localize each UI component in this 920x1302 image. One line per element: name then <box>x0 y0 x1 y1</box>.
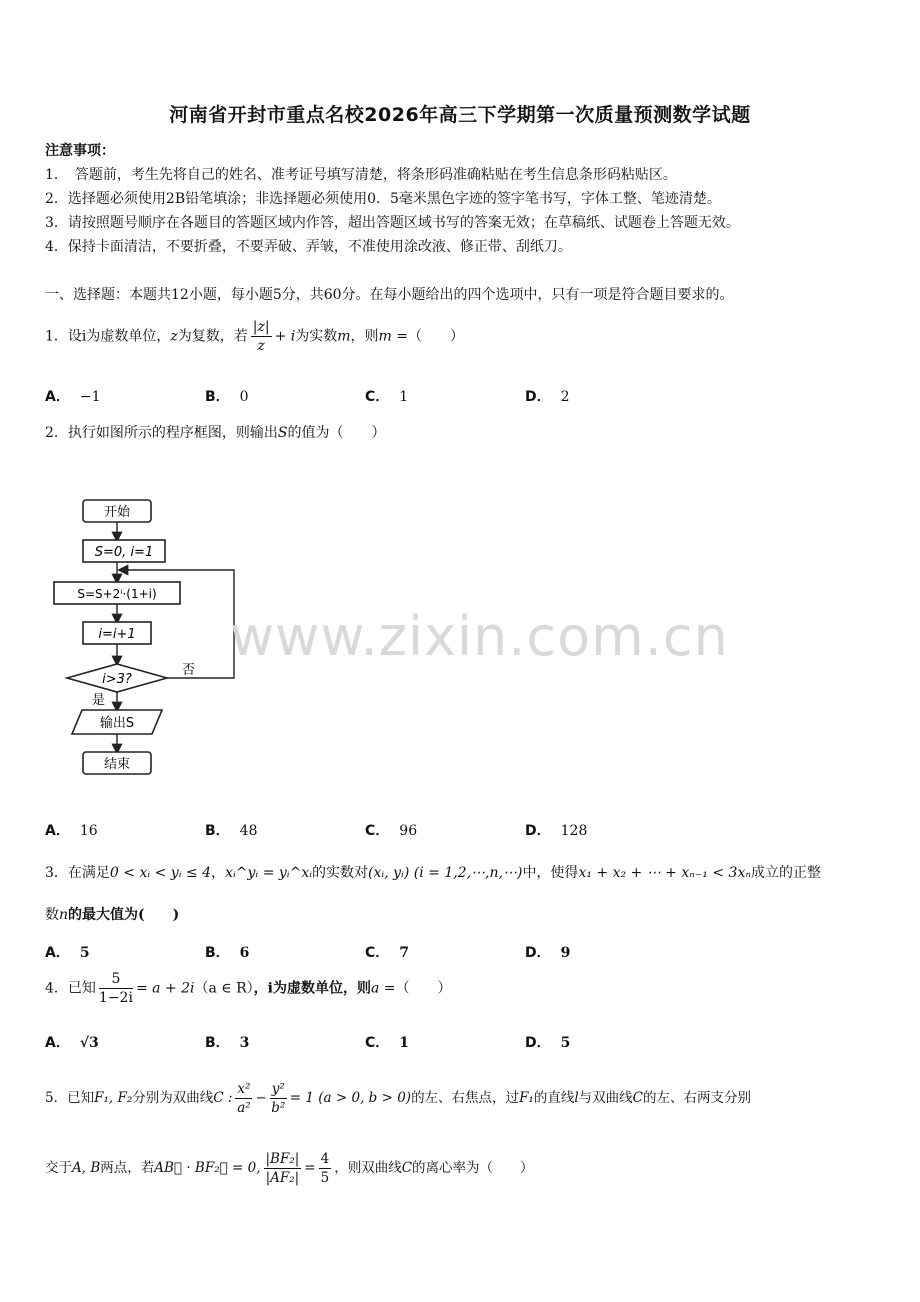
option-c[interactable] <box>365 942 409 962</box>
section-heading: 一、选择题：本题共12小题，每小题5分，共60分。在每小题给出的四个选项中，只有一项是符合题目要求的。 <box>45 287 734 303</box>
q4-ask: a = <box>370 980 396 997</box>
q5-c: C <box>632 1090 644 1106</box>
notice-item: 1． 答题前，考生先将自己的姓名、准考证号填写清楚，将条形码准确粘贴在考生信息条形码粘贴区。 <box>45 167 677 183</box>
q2-text: 的值为（ ） <box>287 425 386 441</box>
option-key: C． <box>365 945 390 961</box>
q5-curve: = 1 (a > 0, b > 0) <box>289 1090 412 1106</box>
q5-l: l <box>574 1090 579 1106</box>
flowchart <box>40 490 260 790</box>
q1-text: ，则 <box>350 328 379 345</box>
q5-value <box>319 1150 332 1187</box>
question-2 <box>45 422 386 442</box>
option-key: A． <box>45 1035 70 1051</box>
q5-text: 5．已知 <box>45 1090 95 1106</box>
q5-frac-den: a² <box>237 1100 251 1116</box>
q1-eq: m = <box>378 328 409 345</box>
option-text: −1 <box>79 389 101 405</box>
q5-eq: = <box>304 1160 316 1176</box>
option-text: 2 <box>560 389 570 405</box>
q3-cond1: 0 < xᵢ < yᵢ ≤ 4 <box>109 865 212 881</box>
q5-dot: AB⃗ · BF₂⃗ = 0, <box>154 1160 261 1176</box>
q4-fraction <box>99 970 133 1007</box>
notice-item: 4．保持卡面清洁，不要折叠，不要弄破、弄皱，不准使用涂改液、修正带、刮纸刀。 <box>45 239 572 255</box>
q1-blank: （ ） <box>408 328 465 345</box>
q5-frac-x <box>235 1080 252 1117</box>
q4-cond: （a ∈ R） <box>194 980 254 997</box>
option-key: D． <box>525 823 551 839</box>
q3-options <box>45 942 875 962</box>
q1-frac-num: |z| <box>252 319 270 335</box>
option-b[interactable] <box>205 1032 249 1052</box>
q5-f1: F₁ <box>519 1090 534 1106</box>
option-a[interactable] <box>45 942 90 962</box>
option-text: 16 <box>79 823 98 839</box>
option-key: A． <box>45 823 70 839</box>
q5-c: C <box>401 1160 413 1176</box>
q5-text: ，则双曲线 <box>334 1160 402 1176</box>
q1-z: z <box>170 328 178 345</box>
option-d[interactable] <box>525 386 570 406</box>
q5-text: 的左、右两支分别 <box>643 1090 752 1106</box>
option-text: 1 <box>399 1035 410 1051</box>
q3-cond2: xᵢ^yᵢ = yᵢ^xᵢ <box>225 865 313 881</box>
option-key: B． <box>205 389 230 405</box>
q5-text: 与双曲线 <box>578 1090 633 1106</box>
flow-yes: 是 <box>92 693 106 708</box>
option-text: √3 <box>79 1035 99 1051</box>
option-key: C． <box>365 1035 390 1051</box>
q5-foci: F₁, F₂ <box>94 1090 133 1106</box>
question-3 <box>45 862 821 882</box>
option-text: 96 <box>399 823 418 839</box>
q5-ratio-num: |BF₂| <box>265 1151 300 1167</box>
option-key: B． <box>205 823 230 839</box>
q5-text: 的离心率为（ ） <box>412 1160 534 1176</box>
option-a[interactable] <box>45 820 98 840</box>
q5-value-num: 4 <box>320 1151 330 1167</box>
option-text: 3 <box>239 1035 250 1051</box>
option-text: 5 <box>560 1035 571 1051</box>
option-c[interactable] <box>365 386 408 406</box>
option-key: A． <box>45 389 70 405</box>
option-text: 48 <box>239 823 258 839</box>
flow-end: 结束 <box>103 757 131 772</box>
option-text: 0 <box>239 389 249 405</box>
notice-item: 3．请按照题号顺序在各题目的答题区域内作答，超出答题区域书写的答案无效；在草稿纸、试题卷上答题无效。 <box>45 215 740 231</box>
flow-update: S=S+2ⁱ·(1+i) <box>77 587 157 601</box>
q3-text: 的实数对 <box>312 865 369 881</box>
q1-fraction <box>251 318 272 355</box>
option-d[interactable] <box>525 1032 570 1052</box>
option-d[interactable] <box>525 942 570 962</box>
notice-heading: 注意事项： <box>45 143 115 159</box>
q1-plus-i: + i <box>274 328 296 345</box>
question-5-cont <box>45 1150 534 1187</box>
flow-no: 否 <box>182 663 196 678</box>
q1-text: 为复数，若 <box>177 328 248 345</box>
q3-text: 数 <box>45 907 59 923</box>
q5-ratio-den: |AF₂| <box>265 1170 300 1186</box>
q5-text: 交于 <box>45 1160 72 1176</box>
flow-start: 开始 <box>103 505 131 520</box>
q3-n: n <box>59 907 69 923</box>
question-1 <box>45 318 464 355</box>
q5-frac-num: x² <box>237 1081 251 1097</box>
q3-text: 中，使得 <box>522 865 579 881</box>
q4-blank: （ ） <box>395 980 452 997</box>
q5-curve: C : <box>213 1090 233 1106</box>
option-key: C． <box>365 389 390 405</box>
option-text: 5 <box>79 945 90 961</box>
q4-frac-num: 5 <box>99 970 133 989</box>
question-5 <box>45 1080 751 1117</box>
option-d[interactable] <box>525 820 587 840</box>
q3-text: 的最大值为( ) <box>68 907 180 923</box>
question-4 <box>45 970 452 1007</box>
flow-output: 输出S <box>99 716 135 731</box>
notice-item: 2．选择题必须使用2B铅笔填涂；非选择题必须使用0．5毫米黑色字迹的签字笔书写，字体工整、笔迹清楚。 <box>45 191 721 207</box>
q3-text: 3．在满足 <box>45 865 110 881</box>
option-a[interactable] <box>45 1032 99 1052</box>
flow-init: S=0, i=1 <box>94 545 154 560</box>
q4-frac-den: 1−2i <box>98 990 133 1006</box>
q1-text: 为实数 <box>295 328 338 345</box>
option-key: C． <box>365 823 390 839</box>
option-b[interactable] <box>205 386 249 406</box>
option-a[interactable] <box>45 386 100 406</box>
q5-minus: − <box>255 1090 267 1106</box>
q5-text: 分别为双曲线 <box>132 1090 214 1106</box>
option-key: A． <box>45 945 70 961</box>
option-key: B． <box>205 1035 230 1051</box>
option-text: 7 <box>399 945 410 961</box>
option-text: 6 <box>239 945 250 961</box>
page-title: 河南省开封市重点名校2026年高三下学期第一次质量预测数学试题 <box>169 104 751 126</box>
option-text: 9 <box>560 945 571 961</box>
q3-text: 成立的正整 <box>751 865 822 881</box>
q4-text: ，i为虚数单位，则 <box>253 980 371 997</box>
option-text: 128 <box>560 823 588 839</box>
q3-ineq: x₁ + x₂ + ⋯ + xₙ₋₁ < 3xₙ <box>578 865 752 881</box>
q5-text: 的左、右焦点，过 <box>411 1090 520 1106</box>
q4-options <box>45 1032 875 1052</box>
q5-ab: A, B <box>72 1160 101 1176</box>
q3-pair: (xᵢ, yᵢ) (i = 1,2,⋯,n,⋯) <box>368 865 523 881</box>
option-c[interactable] <box>365 820 417 840</box>
q1-options <box>45 386 875 406</box>
watermark: www.zixin.com.cn <box>230 605 729 668</box>
q3-text: ， <box>211 865 226 881</box>
q5-frac-y <box>270 1080 287 1117</box>
q5-frac-num: y² <box>271 1081 285 1097</box>
q5-text: 的直线 <box>533 1090 575 1106</box>
q5-value-den: 5 <box>320 1170 330 1186</box>
q4-text: 4．已知 <box>45 980 96 997</box>
q1-frac-den: z <box>257 338 265 354</box>
option-key: B． <box>205 945 230 961</box>
option-key: D． <box>525 1035 551 1051</box>
q2-options <box>45 820 875 840</box>
q4-eq: = a + 2i <box>135 980 195 997</box>
flow-cond: i>3? <box>102 672 132 687</box>
option-text: 1 <box>399 389 409 405</box>
option-b[interactable] <box>205 942 249 962</box>
q5-text: 两点，若 <box>100 1160 155 1176</box>
option-key: D． <box>525 389 551 405</box>
q2-s: S <box>277 425 288 441</box>
flow-inc: i=i+1 <box>98 627 136 642</box>
option-key: D． <box>525 945 551 961</box>
question-3-cont <box>45 904 179 924</box>
option-b[interactable] <box>205 820 258 840</box>
q2-text: 2．执行如图所示的程序框图，则输出 <box>45 425 278 441</box>
option-c[interactable] <box>365 1032 409 1052</box>
q5-ratio <box>264 1150 302 1187</box>
q1-text: 1．设i为虚数单位， <box>45 328 171 345</box>
q1-m: m <box>337 328 351 345</box>
q5-frac-den: b² <box>271 1100 286 1116</box>
